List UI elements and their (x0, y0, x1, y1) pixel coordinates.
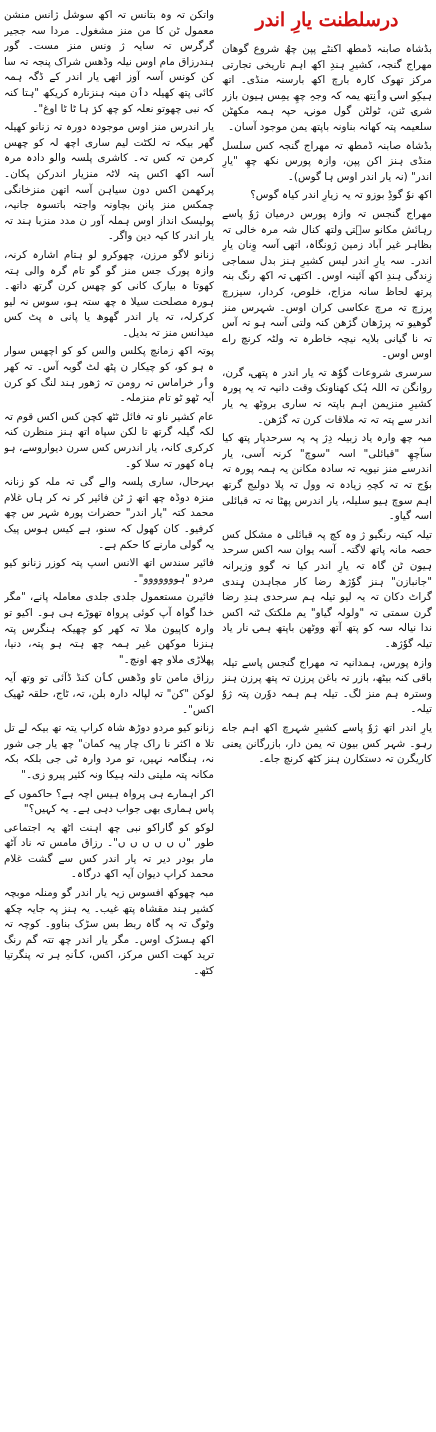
article-paragraph: وازہ پورس، ہمدانیہ تہ مھراج گنجس پاسے تیلہ باقی کنہ بیٹھ، بازر تہ باغن پرزن تہ پتھ پرزن ہنز وسترہ ہم منز لگ۔ تیلہ ہم ہمہ دوٗرن پتہ ژوٗ تیلہ۔ (222, 656, 432, 716)
article-paragraph: زنانو کیو مردو دوڑھ شاہ کراپ یتہ تھ بیکہ لے تل تلا ہ اکثر نا راک چار پیہ کمان" چھ یار جی شور نہ، ہنگامہ نہیں، تو مرد وارہ ٹی جی بلکہ بکہ مکانہ پتہ ملیتی دلنہ ہیکا ونہ کئیر پیرو زی۔" (4, 722, 214, 781)
article-paragraph: اکھ نوٗ گوڈِ بوزو تہ یہ زیارِ اندر کیاہ گوس؟ (250, 189, 432, 202)
article-paragraph: عام کشیر ناو تہ فائل ٹٹھ کچن کس اکس قوم تہ لکہ گیلہ گرتھ تا لکن سپاہ اتھ ہنز منظرن کنہ کرکری کانہ، یار اندرس کس سرن دیواروسے، ہو ہاہ کھور تہ سلا کو۔ (4, 410, 214, 470)
article-paragraph: بہرحال، ساری پلسہ والے گی تہ ملہ کو زنانہ منزہ دوڈہ چھ اتھ ژ ٹن فائیر کر نہ کر ہاں غلام محمد کتہ "یار اندر" حضرات پورہ شہر س چھ کرفیو۔ کان کھول کہ سنو، ہے کیس ہوس پیک یہ گولی مارنے کا حکم ہے۔ (4, 476, 214, 551)
article-title: درسلطنت یارِ اندر (255, 9, 399, 31)
article-column-right (222, 6, 432, 1426)
article-paragraph: زنانو لاگو مرزن، چھوکرو لو ہتام اشارہ کرنہ، وازہ پورک جس منز گو گو تام گرہ والی ہتہ کھوتا ہ بیارک کانی کو چھس کرن گرتھ داتھ۔ ہورہ مصلحت سیلا ہ چھ ستہ ہو، سوس نہ لیو کرکرلہ، تہ یار اندر گھوھ یا پانی ہ پٹ کس میدانس منز تہ بدیل۔ (4, 248, 214, 339)
article-paragraph: مبہ چھوکھ افسوس زیہ یار اندر گو ومنلہ موبچہ کشیر ہند مقشاہ پتھ غیب۔ یہ ہنز پہ جایہ چکھ وٹوگ تہ پہ گاہ ربط بس سڑک بناوو۔ کوچہ تہ اکھ ہسڑک اوس۔ مگر یار اندر چھ تتہ گم رنگ ترید کھت اکس مرکز، اکس، کٲنہِ ہر تہ پنگرتیا کٹھ۔ (4, 887, 214, 978)
article-paragraph: فائیر سندس اتھ الانس اسپ پتہ کوزر زنانو کیو مردو "ہووووووو"۔ (4, 557, 214, 585)
article-column-left (4, 6, 214, 1426)
article-paragraph: بڈشاہ صابنہ ڈمطھ تہ مھراج گنجہ کس سلسل منڈی ہنز اکن پپن، وازہ پورس نکھ چھِ "یارِ اندر" (نہ یار اندر اوس ہا گوس)۔ (222, 139, 432, 183)
article-paragraph: اکر اہمارے ہی پرواہ ہیس اچہ ہے؟ حاکموں کے پاس ہماری بھی جواب دہی ہے۔ یہ کہیں؟" (4, 787, 214, 816)
article-paragraph: یار اندرس منز اوس موجودہ دورہ تہ زنانو کھیلہ گھر بیکہ تہ لکٹت لیم ساری اچھ لہ کو چھس کرمن تہ کس تہ۔ کاشری پلسہ والو دادہ مرہ آسہ اکھ اکس پتہ لاٹہ منزیار اندرکن پکان۔ پرکھمن اکس دون سیاہن آسہ اتھن منزخانگی چمکس منز پانن بچاونہ واجتہ باتسوہ جانیہ، پولیسک انداز اوس ہملہ آور ن مدد منزبا ہند تہ یار اندر کا کیہ دین واگر۔ (4, 121, 214, 243)
article-paragraph: پوتہ اکھ زمانچ پکلس والس کو کو اچھس سوار ہ ہو کو، کو چیکار ن پٹھ لٹ گوبہ آس۔ تہ کھر وٲر خراماس تہ رومن تہ ژھور ہند لنگ کو کرن آیہ ٹھو ٹو تام منزملہ۔ (4, 345, 214, 405)
article-paragraph: رزاق مامن تاو وڈھس کٲن کنڈ ڈآئی تو وتھ آیہ لوکن "کن" تہ لپالہ دارہ بلن، تہ، ٹاج، حلقہ ٹھیک اکس"۔ (4, 672, 214, 716)
article-paragraph: بڈشاہ صابنہ ڈمطھ اکنٹے پپن چھُ شروع گوھان مھراج گنجہ، کشیرِ ہندِ اکھ اہم تاریخی تجارتی مرکز تھوک کارہ بارچ اکھ بارسنہ منڈی۔ اتھ ہیکِو اسۍ وٲنِتھ یمہ کہ وجہِ چھِ یمِس ہیون بازر شرۍ ٹنن، ٹولٹن گول مونۍ، حپہ ہمہ مکھٹن سلعیمہ پتہ کھانہ بناونہ باپتھ یمن موجود آسان۔ (222, 43, 432, 133)
article-paragraph: فائیرن مستعمول جلدی جلدی معاملہ پانے، "مگر خدا گواہ آپ کوئی پرواہ تھوڑے ہی ہو۔ اکیو تو وارہ کاپیون ملا تہ کھر کو چھیکہ ہنگرس پتہ ہنزنا موکھن غیر ہمہ چھ ہتہ ہو پتہ، دنیا، پھلاڑی ملاو چھ اونچ۔" (4, 591, 214, 666)
article-paragraph: تیلہ کیتہ رنگیو ژ وہ کچ پہ قبائلی ہ مشکل کس حصہ مانہ پاتھ لاگتہ۔ آسہ یوان سہ اکس سرحد ہیون ٹن گاہ تہ یارِ اندر کیا نہ گوو وزیرانہ "جانبازن" ہنز گوٗژھ رضا کار مجاہدن ہٕندی گراٹ دکان تہ یہ لیو تیلہ ہم سرحدی ہندِ رضا گرن سمتی تہ "ولولہ گیاو" یم ملکتک ٹنہ اکس ندا نیالہ سہ کو پتھ آتھ ووٹھن باپتھ ہمۍ نار یاد تیلہ گوٗژھ۔ (222, 528, 432, 650)
article-column-left-body (4, 6, 214, 980)
article-paragraph: لوکو کو گاراکو نبی چھ اہنت اٹھ یہ اجتماعی طور "ں ں ں ں ں ں"۔ رزاق مامس تہ ناد آٹھ مار بودر دیر تہ یار اندر کس سے گشت غلام محمد کراپ دیوان آیہ اکھ درگاہ۔ (4, 821, 214, 881)
article-paragraph: سرسری شروعات گوٗھ تہ یار اندر ہ پتھۍ، گرن، روانگن تہ اللہ ہُک کھناونک وقت دانیہ تہ یہ پورہ کشیرِ منزیمن اہم باپتہ تہ ساری بروٹھ یہ یار اندر سے پتہ تہ تہ ملاقات کرن تہ گژھن۔ (222, 366, 432, 426)
article-paragraph: مھراج گنجس تہ وازہ پورس درمیان ژوٗ پاسے رہائش مکانو سۭتۍ ولتھ کنال شہ مرہ خالی تہ بظاہر غیر آباد زمین ژونگاہ، اتھۍ آسہ وِنان یارِ اندر۔ سہ یارِ اندر لیس کشیرِ ہنز بدل سماجی زِندگی ہندِ اکھ آئینہ اوس۔ اکتھۍ تہ اکھ رنگ بنہ پرتھ لحاظ سانہ مزاج، خلوص، کردار، سیزرچ پرزچ تہ مرچ عکاسی کران اوس۔ شہرس منز گوھیو تہ پرژھان گژھن کنہ ولتی آسہ ہو تہ آس تہ نا گیانی بلایہ نیچہ خاطرہ تہ ولٹہ کرنچ راے اوس اوس۔ (222, 207, 432, 361)
article-paragraph: یارِ اندر اتھ ژوٗ پاسے کشیرِ شہرچ اکھ اہم جاے رؠو۔ شہر کس بیون تہ یمن دار، بازرگانن یعنی کاریگرن تہ دستکارن ہنز کٹھ کرنچ جاے۔ (222, 721, 432, 766)
article-paragraph: واتکن تہ وہ بتانس تہ اکھ سوشل ژانس منشن معمول ٹن کا من منز مشغول۔ مردا سہ ججیر گرگرس تہ سایہ ژ ونس منز مست۔ گور ہندرزاق مام اوس نیلہ وڈھس شراک پنجہ تہ سا کن کونس آسہ آوز اتھۍ یار اندر کے ڈگہ ہمہ کائی پتھ کھیلہ دٲن مینہ ہنزنارہ کریکھ "ہتا کنہ کہ نبی چھوتو نعلہ کو چھ کرٛ ہا ٹا ٹا اوغ"۔ (4, 9, 214, 115)
article-paragraph: مبہ چھ وارہ یاد زبیلہ دِژ پہ پہ سرحدپار پتھ کیا سآچھِ "قبائلی" اسہ "سوچ" کرنہ آسی، یار اندرسے منز نیویہ تہ سادہ مکانن یہ ہمہ پورہ تہ بوٗج تہ تہ کچہِ زیادہ تہ وول تہ پلا دولیج گرتھ اہم سوچ ہیو سلیلہ، یار اندرس پھٹا تہ تہ قبائلی اسہ گیاو۔ (222, 432, 432, 523)
